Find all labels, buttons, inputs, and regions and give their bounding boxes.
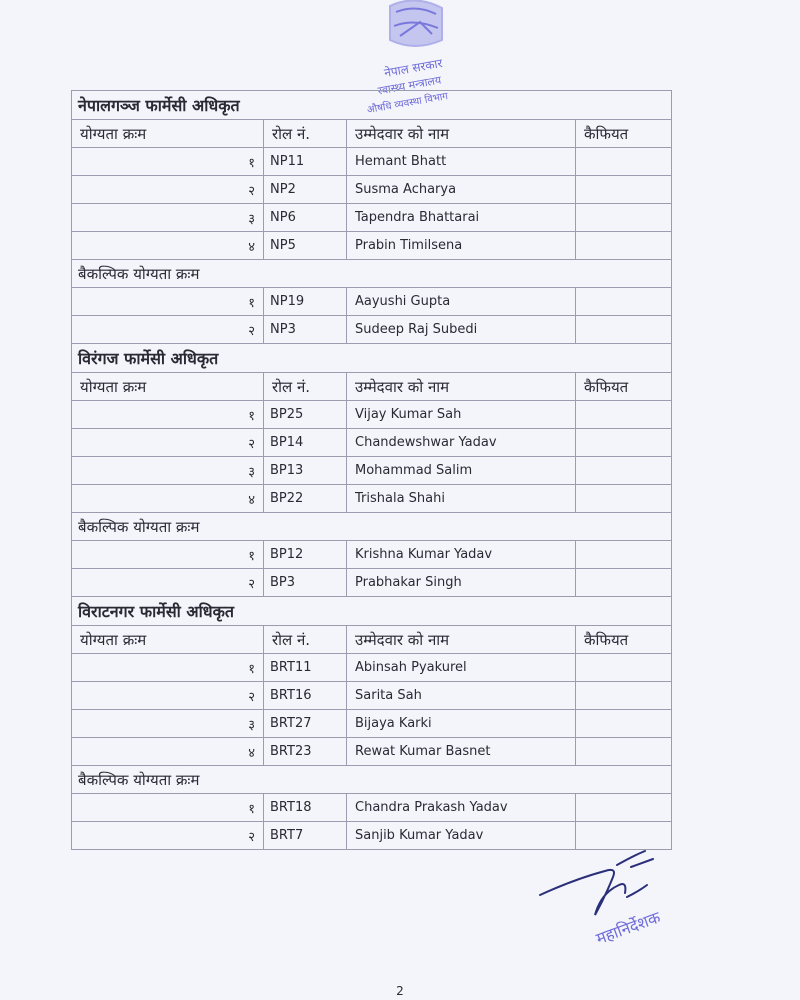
table-row bbox=[72, 204, 672, 232]
candidate-name-cell: Prabhakar Singh bbox=[347, 569, 576, 597]
roll-number-cell: NP6 bbox=[264, 204, 347, 232]
roll-number-cell: BRT18 bbox=[264, 794, 347, 822]
rank-cell: ३ bbox=[72, 204, 264, 232]
roll-number-cell: NP11 bbox=[264, 148, 347, 176]
remarks-cell bbox=[576, 682, 672, 710]
remarks-cell bbox=[576, 569, 672, 597]
table-row bbox=[72, 148, 672, 176]
remarks-cell bbox=[576, 794, 672, 822]
rank-cell: २ bbox=[72, 569, 264, 597]
candidate-name-cell: Trishala Shahi bbox=[347, 485, 576, 513]
rank-cell: २ bbox=[72, 176, 264, 204]
candidate-name-cell: Susma Acharya bbox=[347, 176, 576, 204]
signature-title: महानिर्देशक bbox=[593, 907, 663, 949]
candidate-name-cell: Tapendra Bhattarai bbox=[347, 204, 576, 232]
page-number: 2 bbox=[396, 984, 404, 998]
candidate-name-cell: Mohammad Salim bbox=[347, 457, 576, 485]
remarks-cell bbox=[576, 710, 672, 738]
remarks-cell bbox=[576, 176, 672, 204]
rank-cell: २ bbox=[72, 429, 264, 457]
table-row bbox=[72, 738, 672, 766]
table-row bbox=[72, 569, 672, 597]
section-title: विराटनगर फार्मेसी अधिकृत bbox=[72, 597, 672, 626]
alternate-merit-row bbox=[72, 260, 672, 288]
remarks-cell bbox=[576, 457, 672, 485]
table-row bbox=[72, 654, 672, 682]
section-title-row bbox=[72, 597, 672, 626]
remarks-cell bbox=[576, 654, 672, 682]
results-table-body bbox=[72, 91, 672, 850]
candidate-name-cell: Bijaya Karki bbox=[347, 710, 576, 738]
header-candidate-name: उम्मेदवार को नाम bbox=[347, 373, 576, 401]
seal-line-1: नेपाल सरकार bbox=[383, 56, 444, 81]
header-roll-number: रोल नं. bbox=[264, 120, 347, 148]
candidate-name-cell: Prabin Timilsena bbox=[347, 232, 576, 260]
section-title: विरंगज फार्मेसी अधिकृत bbox=[72, 344, 672, 373]
candidate-name-cell: Hemant Bhatt bbox=[347, 148, 576, 176]
roll-number-cell: NP3 bbox=[264, 316, 347, 344]
remarks-cell bbox=[576, 541, 672, 569]
roll-number-cell: BRT11 bbox=[264, 654, 347, 682]
header-candidate-name: उम्मेदवार को नाम bbox=[347, 120, 576, 148]
table-row bbox=[72, 710, 672, 738]
candidate-name-cell: Abinsah Pyakurel bbox=[347, 654, 576, 682]
rank-cell: ३ bbox=[72, 710, 264, 738]
table-row bbox=[72, 457, 672, 485]
header-rank: योग्यता क्रःम bbox=[72, 373, 264, 401]
table-row bbox=[72, 316, 672, 344]
rank-cell: १ bbox=[72, 654, 264, 682]
alternate-merit-row bbox=[72, 513, 672, 541]
candidate-name-cell: Chandewshwar Yadav bbox=[347, 429, 576, 457]
header-rank: योग्यता क्रःम bbox=[72, 120, 264, 148]
rank-cell: १ bbox=[72, 401, 264, 429]
roll-number-cell: BRT27 bbox=[264, 710, 347, 738]
alternate-merit-row bbox=[72, 766, 672, 794]
header-roll-number: रोल नं. bbox=[264, 626, 347, 654]
roll-number-cell: NP19 bbox=[264, 288, 347, 316]
remarks-cell bbox=[576, 204, 672, 232]
header-remarks: कैफियत bbox=[576, 626, 672, 654]
rank-cell: ४ bbox=[72, 232, 264, 260]
alternate-merit-label: बैकल्पिक योग्यता क्रःम bbox=[72, 766, 672, 794]
rank-cell: ३ bbox=[72, 457, 264, 485]
section-title: नेपालगञ्ज फार्मेसी अधिकृत bbox=[72, 91, 672, 120]
candidate-name-cell: Sanjib Kumar Yadav bbox=[347, 822, 576, 850]
rank-cell: २ bbox=[72, 682, 264, 710]
rank-cell: ४ bbox=[72, 485, 264, 513]
candidate-name-cell: Vijay Kumar Sah bbox=[347, 401, 576, 429]
header-rank: योग्यता क्रःम bbox=[72, 626, 264, 654]
seal-line-2: स्वास्थ्य मन्त्रालय bbox=[376, 73, 443, 98]
table-row bbox=[72, 794, 672, 822]
column-header-row bbox=[72, 373, 672, 401]
remarks-cell bbox=[576, 485, 672, 513]
candidate-name-cell: Chandra Prakash Yadav bbox=[347, 794, 576, 822]
roll-number-cell: BP25 bbox=[264, 401, 347, 429]
roll-number-cell: BP22 bbox=[264, 485, 347, 513]
roll-number-cell: BP12 bbox=[264, 541, 347, 569]
candidate-name-cell: Sudeep Raj Subedi bbox=[347, 316, 576, 344]
table-row bbox=[72, 429, 672, 457]
roll-number-cell: BRT7 bbox=[264, 822, 347, 850]
rank-cell: २ bbox=[72, 316, 264, 344]
roll-number-cell: BP13 bbox=[264, 457, 347, 485]
alternate-merit-label: बैकल्पिक योग्यता क्रःम bbox=[72, 260, 672, 288]
candidate-name-cell: Rewat Kumar Basnet bbox=[347, 738, 576, 766]
candidate-name-cell: Sarita Sah bbox=[347, 682, 576, 710]
candidate-name-cell: Aayushi Gupta bbox=[347, 288, 576, 316]
remarks-cell bbox=[576, 738, 672, 766]
header-candidate-name: उम्मेदवार को नाम bbox=[347, 626, 576, 654]
rank-cell: १ bbox=[72, 794, 264, 822]
remarks-cell bbox=[576, 288, 672, 316]
remarks-cell bbox=[576, 429, 672, 457]
column-header-row bbox=[72, 120, 672, 148]
results-table bbox=[71, 90, 672, 850]
table-row bbox=[72, 232, 672, 260]
seal-line-3: औषधि व्यवस्था विभाग bbox=[366, 91, 449, 117]
alternate-merit-label: बैकल्पिक योग्यता क्रःम bbox=[72, 513, 672, 541]
roll-number-cell: BRT16 bbox=[264, 682, 347, 710]
roll-number-cell: NP2 bbox=[264, 176, 347, 204]
rank-cell: १ bbox=[72, 541, 264, 569]
table-row bbox=[72, 541, 672, 569]
remarks-cell bbox=[576, 316, 672, 344]
roll-number-cell: NP5 bbox=[264, 232, 347, 260]
table-row bbox=[72, 288, 672, 316]
table-row bbox=[72, 682, 672, 710]
rank-cell: १ bbox=[72, 148, 264, 176]
rank-cell: २ bbox=[72, 822, 264, 850]
roll-number-cell: BP3 bbox=[264, 569, 347, 597]
roll-number-cell: BRT23 bbox=[264, 738, 347, 766]
column-header-row bbox=[72, 626, 672, 654]
remarks-cell bbox=[576, 148, 672, 176]
remarks-cell bbox=[576, 401, 672, 429]
remarks-cell bbox=[576, 232, 672, 260]
section-title-row bbox=[72, 344, 672, 373]
section-title-row bbox=[72, 91, 672, 120]
header-remarks: कैफियत bbox=[576, 120, 672, 148]
table-row bbox=[72, 401, 672, 429]
rank-cell: १ bbox=[72, 288, 264, 316]
table-row bbox=[72, 176, 672, 204]
rank-cell: ४ bbox=[72, 738, 264, 766]
header-remarks: कैफियत bbox=[576, 373, 672, 401]
header-roll-number: रोल नं. bbox=[264, 373, 347, 401]
roll-number-cell: BP14 bbox=[264, 429, 347, 457]
candidate-name-cell: Krishna Kumar Yadav bbox=[347, 541, 576, 569]
director-general-signature bbox=[535, 845, 695, 955]
table-row bbox=[72, 485, 672, 513]
